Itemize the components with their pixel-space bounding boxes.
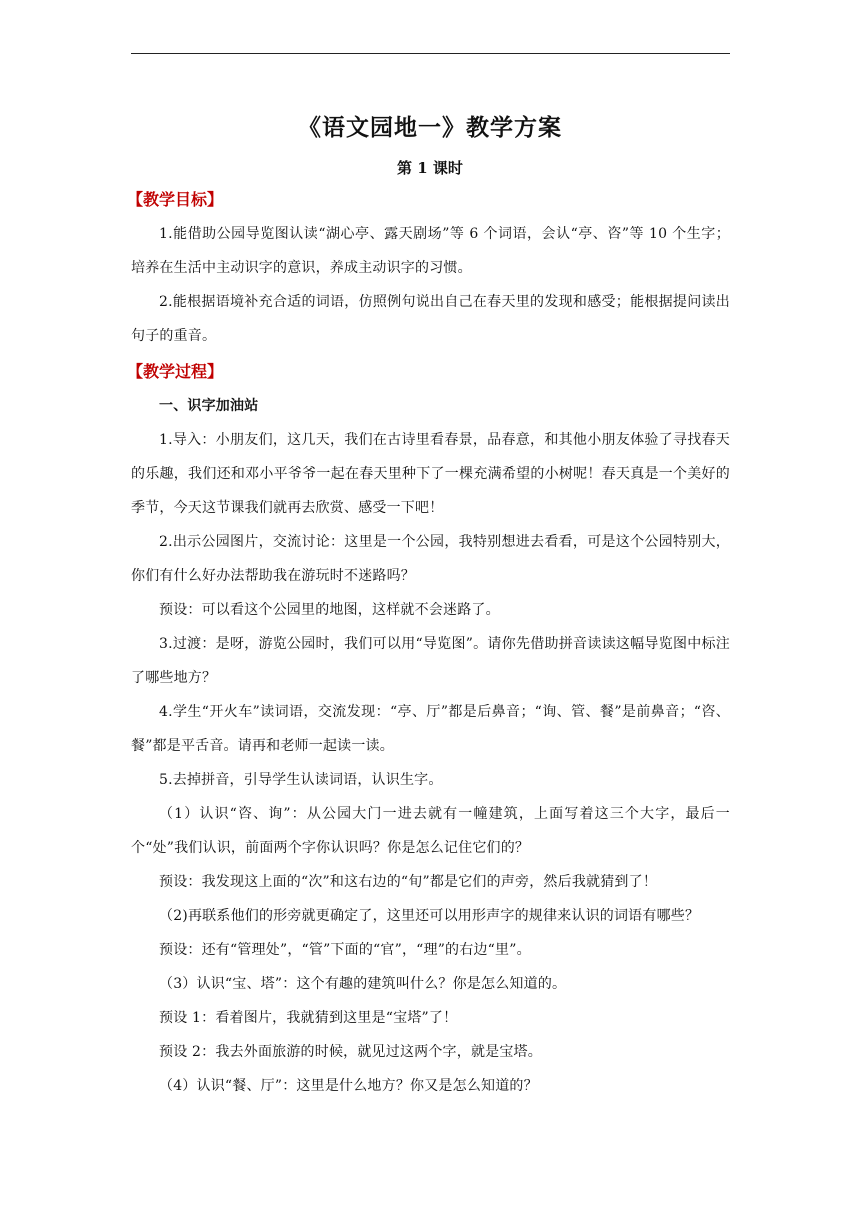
objective-item: 1.能借助公园导览图认读“湖心亭、露天剧场”等 6 个词语，会认“亭、咨”等 10 个生字；培养在生活中主动识字的意识，养成主动识字的习惯。 [131,226,730,276]
header-rule [131,53,730,54]
paragraph: 预设：还有“管理处”，“管”下面的“官”，“理”的右边“里”。 [159,942,531,958]
paragraph: （4）认识“餐、厅”：这里是什么地方？你又是怎么知道的？ [159,1078,538,1094]
paragraph: 1.导入：小朋友们，这几天，我们在古诗里看春景，品春意，和其他小朋友体验了寻找春天的乐趣，我们还和邓小平爷爷一起在春天里种下了一棵充满希望的小树呢！春天真是一个美好的季节，今天这节课我们就再去欣赏、感受一下吧！ [131,432,730,516]
document-body [127,187,730,1103]
paragraph: （3）认识“宝、塔”：这个有趣的建筑叫什么？你是怎么知道的。 [159,976,567,992]
paragraph: （2)再联系他们的形旁就更确定了，这里还可以用形声字的规律来认识的词语有哪些？ [159,908,700,924]
subsection-title: 一、识字加油站 [159,398,259,414]
process-heading: 【教学过程】 [127,362,224,381]
lesson-subtitle: 第 1 课时 [397,159,463,177]
paragraph: 2.出示公园图片，交流讨论：这里是一个公园，我特别想进去看看，可是这个公园特别大，你们有什么好办法帮助我在游玩时不迷路吗？ [131,534,730,584]
paragraph: （1）认识“咨、询”：从公园大门一进去就有一幢建筑，上面写着这三个大字，最后一个“处”我们认识，前面两个字你认识吗？你是怎么记住它们的？ [131,806,730,856]
paragraph: 预设 2：我去外面旅游的时候，就见过这两个字，就是宝塔。 [159,1044,542,1060]
objectives-heading: 【教学目标】 [127,190,224,209]
paragraph: 4.学生“开火车”读词语，交流发现：“亭、厅”都是后鼻音；“询、管、餐”是前鼻音；“咨、餐”都是平舌音。请再和老师一起读一读。 [131,704,730,754]
paragraph: 预设：我发现这上面的“次”和这右边的“旬”都是它们的声旁，然后我就猜到了！ [159,874,658,890]
paragraph: 预设：可以看这个公园里的地图，这样就不会迷路了。 [159,602,500,618]
page-title: 《语文园地一》教学方案 [298,114,562,141]
objective-item: 2.能根据语境补充合适的词语，仿照例句说出自己在春天里的发现和感受；能根据提问读出句子的重音。 [131,294,730,344]
paragraph: 预设 1：看着图片，我就猜到这里是“宝塔”了！ [159,1010,458,1026]
paragraph: 5.去掉拼音，引导学生认读词语，认识生字。 [159,772,443,788]
paragraph: 3.过渡：是呀，游览公园时，我们可以用“导览图”。请你先借助拼音读读这幅导览图中标注了哪些地方？ [131,636,730,686]
